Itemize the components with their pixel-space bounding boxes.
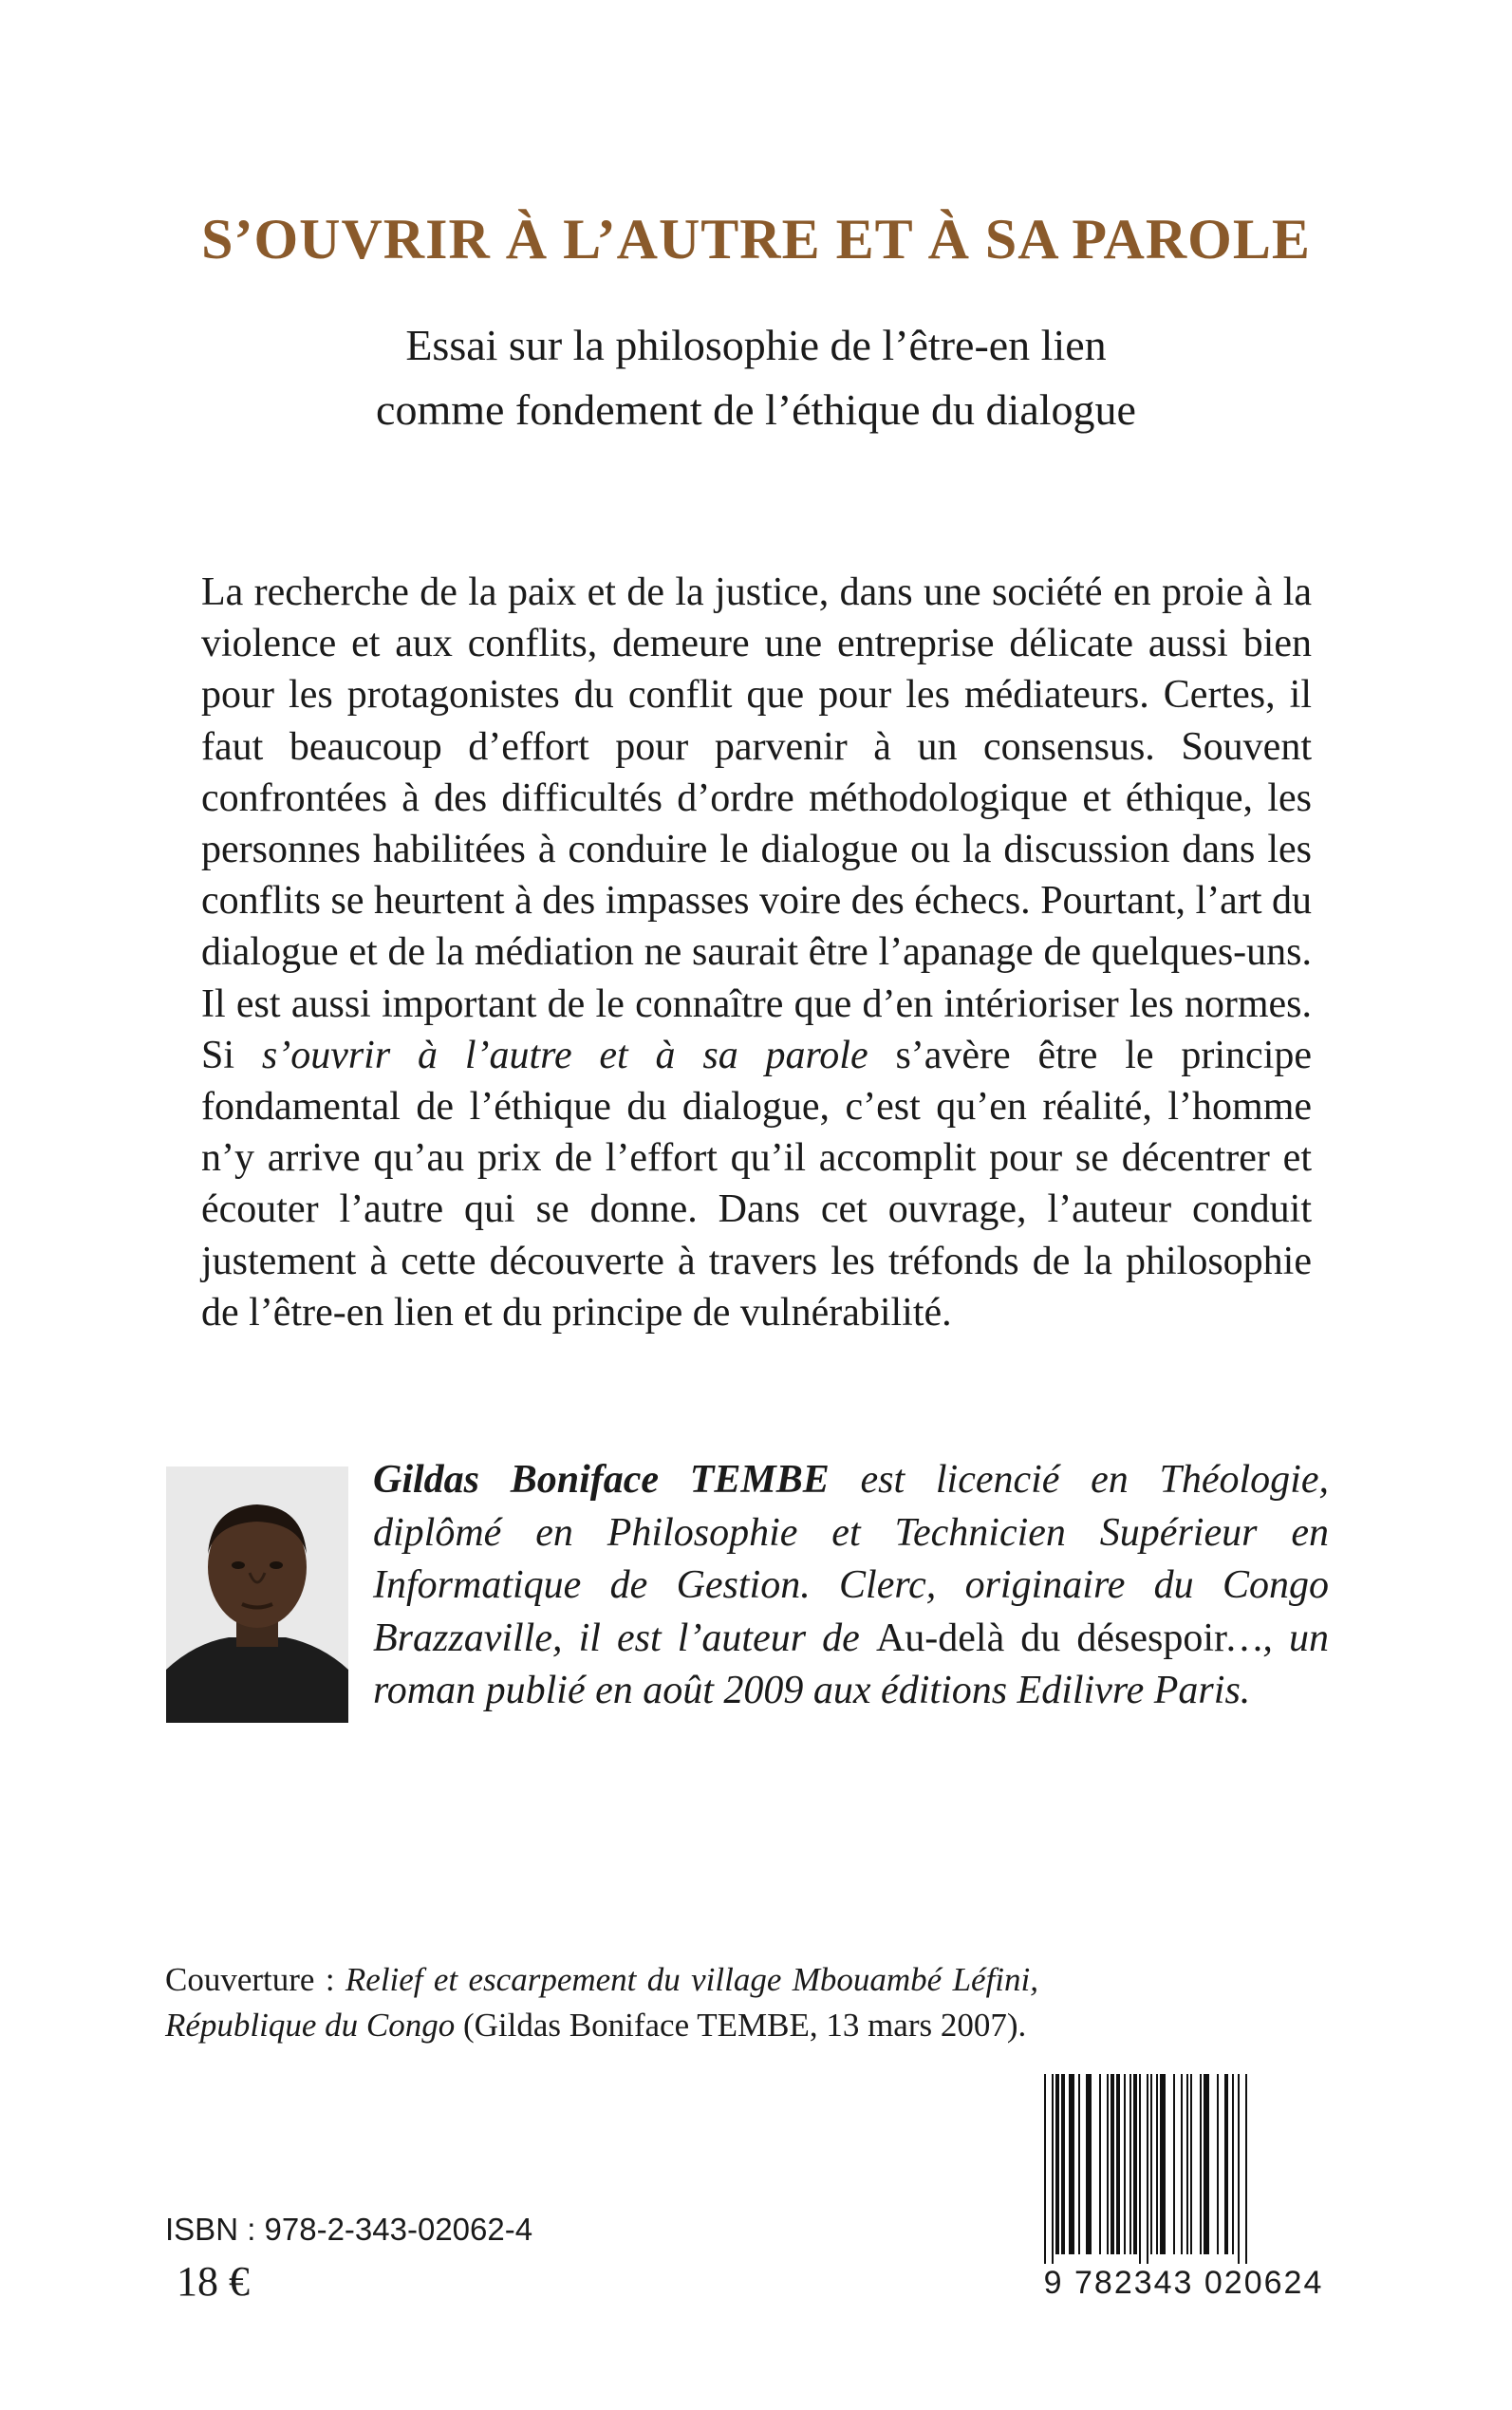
price-label: 18 € (177, 2258, 250, 2305)
author-photo (166, 1467, 348, 1723)
barcode-bar (1107, 2074, 1109, 2254)
barcode-bar (1111, 2074, 1114, 2254)
barcode-bar (1086, 2074, 1092, 2254)
barcode-bar (1078, 2074, 1080, 2254)
barcode-guard-bar (1052, 2074, 1054, 2264)
subtitle-line-1: Essai sur la philosophie de l’être-en lien (405, 321, 1107, 369)
barcode-bar (1160, 2074, 1166, 2254)
barcode-bar (1190, 2074, 1192, 2254)
author-previous-book: Au-delà du désespoir (875, 1616, 1228, 1660)
barcode (1023, 2074, 1344, 2363)
barcode-bar (1116, 2074, 1120, 2254)
summary-paragraph (201, 567, 1312, 1338)
barcode-guard-bar (1139, 2074, 1141, 2264)
barcode-guard-bar (1147, 2074, 1148, 2264)
author-portrait-image (166, 1467, 348, 1723)
author-bio (373, 1454, 1329, 1718)
book-summary (201, 567, 1312, 1338)
barcode-bar (1150, 2074, 1152, 2254)
barcode-bar (1181, 2074, 1183, 2254)
book-subtitle (0, 313, 1512, 442)
barcode-guard-bar (1245, 2074, 1247, 2264)
barcode-bar (1204, 2074, 1209, 2254)
barcode-bar (1156, 2074, 1158, 2254)
barcode-bar (1069, 2074, 1074, 2254)
barcode-bar (1217, 2074, 1219, 2254)
credit-suffix: (Gildas Boniface TEMBE, 13 mars 2007). (455, 2007, 1027, 2044)
barcode-bars (1023, 2074, 1344, 2264)
book-title: S’OUVRIR À L’AUTRE ET À SA PAROLE (201, 208, 1311, 271)
isbn-label: ISBN : 978-2-343-02062-4 (165, 2212, 533, 2247)
barcode-bar (1200, 2074, 1202, 2254)
summary-text-2: s’avère être le principe fondamental de l’éthique du dialogue, c’est qu’en réalité, l’homme n’y arrive qu’au prix de l’effort qu’il accomplit pour se décentrer et écouter l’autre qui se donne. Dans cet ouvrage, l’auteur conduit justement à cette découverte à travers les tréfonds de la philosophie de l’être-en lien et du principe de vulnérabilité. (201, 1033, 1313, 1335)
barcode-guard-bar (1238, 2074, 1240, 2264)
barcode-guard-bar (1044, 2074, 1046, 2264)
barcode-bar (1124, 2074, 1126, 2254)
barcode-bar (1232, 2074, 1234, 2254)
credit-prefix: Couverture : (165, 1961, 345, 1998)
cover-credit (165, 1957, 1038, 2048)
barcode-bar (1186, 2074, 1188, 2254)
barcode-bar (1061, 2074, 1065, 2254)
barcode-bar (1129, 2074, 1131, 2254)
summary-text-1: La recherche de la paix et de la justice, dans une société en proie à la violence et aux conflits, demeure une entreprise délicate aussi bien pour les protagonistes du conflit que pour les médiateurs. Certes, il faut beaucoup d’effort pour parvenir à un consensus. Souvent confrontées à des difficultés d’ordre méthodologique et éthique, les personnes habilitées à conduire le dialogue ou la discussion dans les conflits se heurtent à des impasses voire des échecs. Pourtant, l’art du dialogue et de la médiation ne saurait être l’apanage de quelques-uns. Il est aussi important de le connaître que d’en intérioriser les normes. Si (201, 570, 1312, 1077)
author-bio-text-2: …, un roman publié en août 2009 aux éditions Edilivre Paris. (373, 1616, 1329, 1712)
barcode-bar (1099, 2074, 1101, 2254)
barcode-bar (1133, 2074, 1137, 2254)
author-name: Gildas Boniface TEMBE (373, 1458, 830, 1502)
summary-italic-title: s’ouvrir à l’autre et à sa parole (261, 1033, 868, 1077)
subtitle-line-2: comme fondement de l’éthique du dialogue (376, 385, 1136, 434)
credit-photo-title: Relief et escarpement du village Mbouambé Léfini, République du Congo (165, 1961, 1038, 2044)
barcode-bar (1224, 2074, 1228, 2254)
barcode-digits: 9 782343 020624 (1023, 2265, 1344, 2302)
author-bio-text-1: est licencié en Théologie, diplômé en Philosophie et Technicien Supérieur en Informatique de Gestion. Clerc, originaire du Congo Brazzaville, il est l’auteur de (373, 1458, 1329, 1660)
barcode-bar (1173, 2074, 1175, 2254)
barcode-bar (1055, 2074, 1059, 2254)
